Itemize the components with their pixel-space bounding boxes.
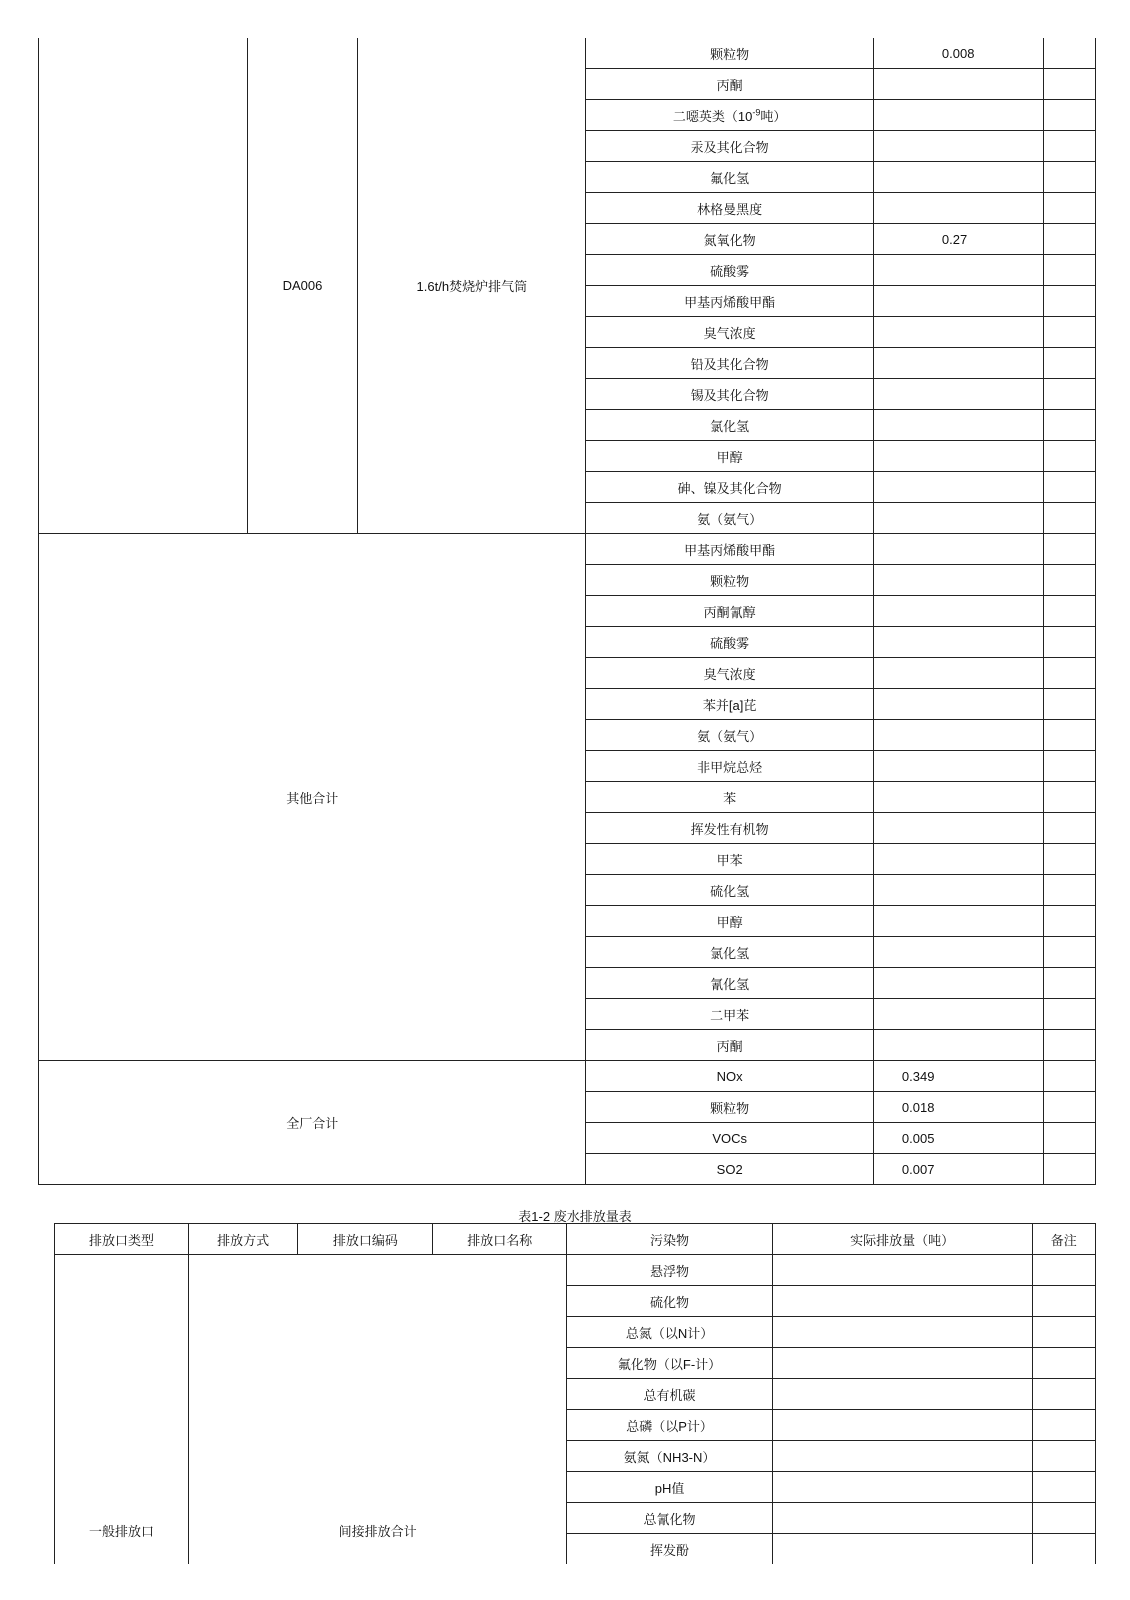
pollutant-cell: 甲基丙烯酸甲酯	[586, 534, 874, 565]
remark-cell	[1043, 751, 1095, 782]
table-header-row	[55, 1224, 1096, 1255]
remark-cell	[1043, 224, 1095, 255]
remark-cell	[1043, 317, 1095, 348]
pollutant-cell: 总氮（以N计）	[567, 1317, 773, 1348]
emission-value: 0.008	[873, 38, 1043, 69]
da006-section	[39, 38, 1096, 534]
remark-cell	[1043, 1123, 1095, 1154]
header-actual-emission: 实际排放量（吨）	[772, 1224, 1032, 1255]
blank-cell	[39, 38, 248, 534]
remark-cell	[1032, 1472, 1095, 1503]
pollutant-cell: 氯化氢	[586, 937, 874, 968]
outlet-code: DA006	[247, 38, 358, 534]
remark-cell	[1043, 286, 1095, 317]
pollutant-cell: 非甲烷总烃	[586, 751, 874, 782]
pollutant-cell: 颗粒物	[586, 38, 874, 69]
header-outlet-type: 排放口类型	[55, 1224, 189, 1255]
remark-cell	[1043, 379, 1095, 410]
remark-cell	[1032, 1410, 1095, 1441]
air-emission-table	[38, 38, 1096, 1185]
remark-cell	[1043, 1154, 1095, 1185]
pollutant-cell: 铅及其化合物	[586, 348, 874, 379]
pollutant-cell: 氨氮（NH3-N）	[567, 1441, 773, 1472]
emission-value	[873, 627, 1043, 658]
pollutant-cell: 氨（氨气）	[586, 720, 874, 751]
emission-value	[873, 875, 1043, 906]
remark-cell	[1043, 162, 1095, 193]
pollutant-cell: 硫酸雾	[586, 627, 874, 658]
pollutant-cell: 锡及其化合物	[586, 379, 874, 410]
pollutant-cell: 苯并[a]芘	[586, 689, 874, 720]
remark-cell	[1032, 1503, 1095, 1534]
remark-cell	[1043, 348, 1095, 379]
emission-value: 0.27	[873, 224, 1043, 255]
remark-cell	[1043, 1030, 1095, 1061]
pollutant-cell: 氟化物（以F-计）	[567, 1348, 773, 1379]
pollutant-cell: 甲基丙烯酸甲酯	[586, 286, 874, 317]
pollutant-cell: 丙酮	[586, 1030, 874, 1061]
emission-value	[873, 999, 1043, 1030]
remark-cell	[1043, 720, 1095, 751]
emission-value	[873, 410, 1043, 441]
outlet-type-cell: 一般排放口	[55, 1255, 189, 1565]
remark-cell	[1043, 565, 1095, 596]
discharge-total-label: 间接排放合计	[188, 1255, 566, 1565]
plant-total-label: 全厂合计	[39, 1061, 586, 1185]
emission-value	[873, 472, 1043, 503]
pollutant-cell: NOx	[586, 1061, 874, 1092]
remark-cell	[1043, 999, 1095, 1030]
pollutant-cell: 丙酮	[586, 69, 874, 100]
pollutant-cell: 硫化氢	[586, 875, 874, 906]
emission-value	[772, 1472, 1032, 1503]
pollutant-cell: 颗粒物	[586, 565, 874, 596]
emission-value	[873, 720, 1043, 751]
emission-value	[873, 317, 1043, 348]
pollutant-cell: 氟化氢	[586, 162, 874, 193]
header-discharge-method: 排放方式	[188, 1224, 297, 1255]
pollutant-cell: 悬浮物	[567, 1255, 773, 1286]
emission-value	[772, 1317, 1032, 1348]
emission-value	[873, 441, 1043, 472]
table-caption: 表1-2 废水排放量表	[518, 1209, 632, 1224]
remark-cell	[1043, 658, 1095, 689]
pollutant-cell: SO2	[586, 1154, 874, 1185]
pollutant-cell: 总磷（以P计）	[567, 1410, 773, 1441]
pollutant-cell: 林格曼黑度	[586, 193, 874, 224]
emission-value	[772, 1410, 1032, 1441]
emission-value	[873, 534, 1043, 565]
emission-value	[772, 1441, 1032, 1472]
remark-cell	[1032, 1286, 1095, 1317]
pollutant-cell: 氨（氨气）	[586, 503, 874, 534]
remark-cell	[1032, 1348, 1095, 1379]
pollutant-cell: 挥发酚	[567, 1534, 773, 1565]
emission-value	[873, 968, 1043, 999]
remark-cell	[1032, 1441, 1095, 1472]
emission-value	[873, 596, 1043, 627]
emission-value	[772, 1255, 1032, 1286]
remark-cell	[1043, 782, 1095, 813]
remark-cell	[1043, 38, 1095, 69]
emission-value	[873, 844, 1043, 875]
remark-cell	[1043, 193, 1095, 224]
pollutant-cell: 丙酮氰醇	[586, 596, 874, 627]
wastewater-emission-table	[54, 1223, 1096, 1564]
emission-value	[873, 782, 1043, 813]
remark-cell	[1032, 1317, 1095, 1348]
remark-cell	[1043, 503, 1095, 534]
pollutant-cell: 挥发性有机物	[586, 813, 874, 844]
emission-value	[873, 379, 1043, 410]
emission-value	[873, 348, 1043, 379]
pollutant-cell: 臭气浓度	[586, 658, 874, 689]
pollutant-cell: 甲醇	[586, 441, 874, 472]
emission-value	[873, 255, 1043, 286]
plant-total-section	[39, 1061, 1096, 1185]
remark-cell	[1043, 937, 1095, 968]
remark-cell	[1043, 627, 1095, 658]
pollutant-cell: 甲苯	[586, 844, 874, 875]
emission-value: 0.007	[873, 1154, 1043, 1185]
remark-cell	[1043, 844, 1095, 875]
pollutant-cell: VOCs	[586, 1123, 874, 1154]
emission-value	[873, 286, 1043, 317]
emission-value	[873, 906, 1043, 937]
pollutant-cell: 苯	[586, 782, 874, 813]
remark-cell	[1043, 906, 1095, 937]
pollutant-cell: 臭气浓度	[586, 317, 874, 348]
pollutant-cell: 氯化氢	[586, 410, 874, 441]
remark-cell	[1043, 875, 1095, 906]
other-total-section	[39, 534, 1096, 1061]
emission-value	[873, 937, 1043, 968]
pollutant-cell: 硫化物	[567, 1286, 773, 1317]
emission-value	[873, 193, 1043, 224]
remark-cell	[1043, 131, 1095, 162]
pollutant-cell: 二甲苯	[586, 999, 874, 1030]
pollutant-cell: pH值	[567, 1472, 773, 1503]
emission-value	[873, 503, 1043, 534]
pollutant-cell: 汞及其化合物	[586, 131, 874, 162]
remark-cell	[1043, 534, 1095, 565]
emission-value	[772, 1503, 1032, 1534]
emission-value	[873, 1030, 1043, 1061]
remark-cell	[1043, 69, 1095, 100]
remark-cell	[1043, 813, 1095, 844]
header-remark: 备注	[1032, 1224, 1095, 1255]
remark-cell	[1043, 410, 1095, 441]
pollutant-cell: 氰化氢	[586, 968, 874, 999]
remark-cell	[1043, 689, 1095, 720]
remark-cell	[1032, 1534, 1095, 1565]
remark-cell	[1043, 596, 1095, 627]
emission-value: 0.018	[873, 1092, 1043, 1123]
pollutant-cell: 砷、镍及其化合物	[586, 472, 874, 503]
pollutant-cell: 氮氧化物	[586, 224, 874, 255]
emission-value	[873, 100, 1043, 131]
remark-cell	[1043, 441, 1095, 472]
pollutant-cell: 二噁英类（$10^{-9}$吨）	[586, 100, 874, 131]
emission-value: 0.005	[873, 1123, 1043, 1154]
pollutant-cell: 硫酸雾	[586, 255, 874, 286]
emission-value: 0.349	[873, 1061, 1043, 1092]
emission-value	[772, 1379, 1032, 1410]
emission-value	[873, 565, 1043, 596]
pollutant-cell: 总有机碳	[567, 1379, 773, 1410]
emission-value	[873, 689, 1043, 720]
pollutant-cell: 总氰化物	[567, 1503, 773, 1534]
emission-value	[772, 1348, 1032, 1379]
emission-value	[772, 1286, 1032, 1317]
header-outlet-code: 排放口编码	[298, 1224, 433, 1255]
pollutant-cell: 颗粒物	[586, 1092, 874, 1123]
emission-value	[873, 751, 1043, 782]
remark-cell	[1032, 1379, 1095, 1410]
outlet-name: 1.6t/h焚烧炉排气筒	[358, 38, 586, 534]
emission-value	[873, 69, 1043, 100]
header-outlet-name: 排放口名称	[433, 1224, 567, 1255]
emission-value	[873, 813, 1043, 844]
emission-value	[873, 162, 1043, 193]
emission-value	[772, 1534, 1032, 1565]
remark-cell	[1043, 1092, 1095, 1123]
header-pollutant: 污染物	[567, 1224, 773, 1255]
remark-cell	[1043, 472, 1095, 503]
remark-cell	[1032, 1255, 1095, 1286]
remark-cell	[1043, 255, 1095, 286]
remark-cell	[1043, 100, 1095, 131]
remark-cell	[1043, 968, 1095, 999]
remark-cell	[1043, 1061, 1095, 1092]
pollutant-cell: 甲醇	[586, 906, 874, 937]
emission-value	[873, 658, 1043, 689]
emission-value	[873, 131, 1043, 162]
other-total-label: 其他合计	[39, 534, 586, 1061]
